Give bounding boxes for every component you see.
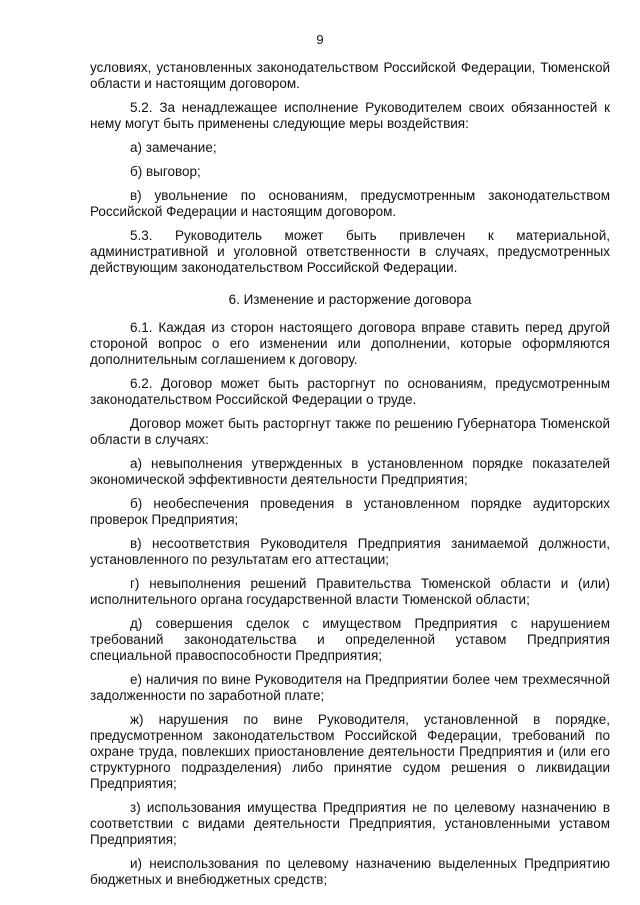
termination-item-i: и) неиспользования по целевому назначению выделенных Предприятию бюджетных и внебюджетных средств; <box>90 856 610 887</box>
termination-item-e: е) наличия по вине Руководителя на Предприятии более чем трехмесячной задолженности по заработной плате; <box>90 672 610 703</box>
paragraph-6-2: 6.2. Договор может быть расторгнут по основаниям, предусмотренным законодательством Российской Федерации о труде. <box>90 376 610 407</box>
termination-item-g: г) невыполнения решений Правительства Тюменской области и (или) исполнительного органа государственной власти Тюменской области; <box>90 576 610 607</box>
termination-item-d: д) совершения сделок с имуществом Предприятия с нарушением требований законодательства и определенной уставом Предприятия специальной правоспособности Предприятия; <box>90 616 610 663</box>
list-item-b: б) выговор; <box>130 164 201 179</box>
paragraph-6-1: 6.1. Каждая из сторон настоящего договора вправе ставить перед другой стороной вопрос о его изменении или дополнении, которые оформляются дополнительным соглашением к договору. <box>90 320 610 367</box>
paragraph-5-3: 5.3. Руководитель может быть привлечен к материальной, административной и уголовной ответственности в случаях, предусмотренных действующим законодательством Российской Федерации. <box>90 228 610 275</box>
list-item-a: а) замечание; <box>130 140 217 155</box>
paragraph-termination-intro: Договор может быть расторгнут также по решению Губернатора Тюменской области в случаях: <box>90 416 610 447</box>
page-number: 9 <box>316 32 324 47</box>
termination-item-z: з) использования имущества Предприятия не по целевому назначению в соответствии с видами деятельности Предприятия, установленными уставом Предприятия; <box>90 800 610 847</box>
termination-item-b: б) необеспечения проведения в установленном порядке аудиторских проверок Предприятия; <box>90 496 610 527</box>
section-heading: 6. Изменение и расторжение договора <box>228 292 472 307</box>
paragraph-continuation: условиях, установленных законодательством Российской Федерации, Тюменской области и настоящим договором. <box>90 60 610 91</box>
termination-item-a: а) невыполнения утвержденных в установленном порядке показателей экономической эффективности деятельности Предприятия; <box>90 456 610 487</box>
list-item-v: в) увольнение по основаниям, предусмотренным законодательством Российской Федерации и настоящим договором. <box>90 188 610 219</box>
page-content <box>90 60 610 896</box>
paragraph-5-2: 5.2. За ненадлежащее исполнение Руководителем своих обязанностей к нему могут быть применены следующие меры воздействия: <box>90 100 610 131</box>
termination-item-v: в) несоответствия Руководителя Предприятия занимаемой должности, установленного по результатам его аттестации; <box>90 536 610 567</box>
termination-item-zh: ж) нарушения по вине Руководителя, установленной в порядке, предусмотренном законодательством Российской Федерации, требований по охране труда, повлекших приостановление деятельности Предприятия и (или его структурного подразделения) либо принятие судом решения о ликвидации Предприятия; <box>90 712 610 791</box>
